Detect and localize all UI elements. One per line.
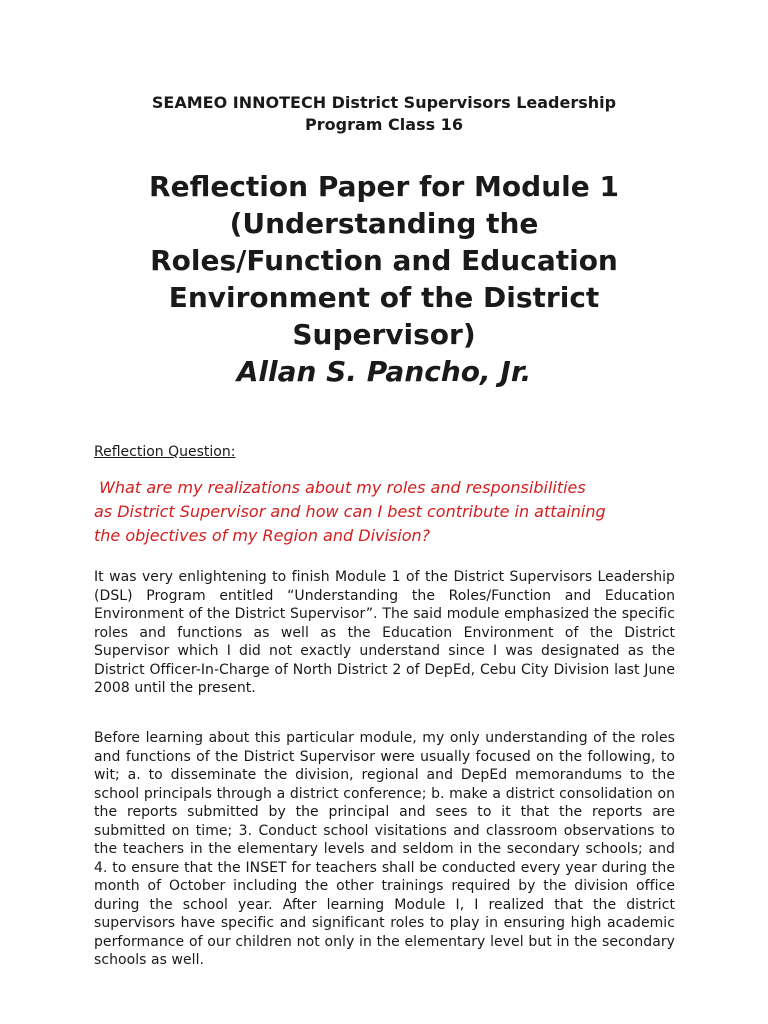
- question-line-3: the objectives of my Region and Division?: [94, 526, 431, 545]
- question-line-1: What are my realizations about my roles and responsibilities: [94, 478, 586, 497]
- body-paragraph-2: Before learning about this particular module, my only understanding of the roles and functions of the District Supervisor were usually focused on the following, to wit; a. to disseminate the division, regional and DepEd memorandums to the school principals through a district conference; b. make a district consolidation on the reports submitted by the principal and sees to it that the reports are submitted on time; 3. Conduct school visitations and classroom observations to the teachers in the elementary levels and seldom in the secondary schools; and 4. to ensure that the INSET for teachers shall be conducted every year during the month of October including the other trainings required by the division office during the school year. After learning Module I, I realized that the district supervisors have specific and significant roles to play in ensuring high academic performance of our children not only in the elementary level but in the secondary schools as well.: [94, 730, 675, 968]
- title-line-2: (Understanding the: [229, 207, 539, 240]
- reflection-question: [94, 476, 674, 548]
- reflection-question-label: Reflection Question:: [94, 444, 236, 460]
- program-header-line-1: SEAMEO INNOTECH District Supervisors Leadership: [151, 93, 617, 112]
- body-paragraph-1: It was very enlightening to finish Module 1 of the District Supervisors Leadership (DSL) Program entitled “Understanding the Roles/Function and Education Environment of the District Supervisor”. The said module emphasized the specific roles and functions as well as the Education Environment of the District Supervisor which I did not exactly understand since I was designated as the District Officer-In-Charge of North District 2 of DepEd, Cebu City Division last June 2008 until the present.: [94, 569, 675, 696]
- title-line-4: Environment of the District: [168, 281, 600, 314]
- title-line-1: Reflection Paper for Module 1: [149, 170, 619, 203]
- program-header: [94, 92, 674, 136]
- author-name: Allan S. Pancho, Jr.: [236, 355, 532, 388]
- paper-title: [94, 168, 674, 390]
- title-line-3: Roles/Function and Education: [150, 244, 618, 277]
- program-header-line-2: Program Class 16: [305, 115, 463, 134]
- question-line-2: as District Supervisor and how can I best contribute in attaining: [94, 502, 606, 521]
- title-line-5: Supervisor): [292, 318, 476, 351]
